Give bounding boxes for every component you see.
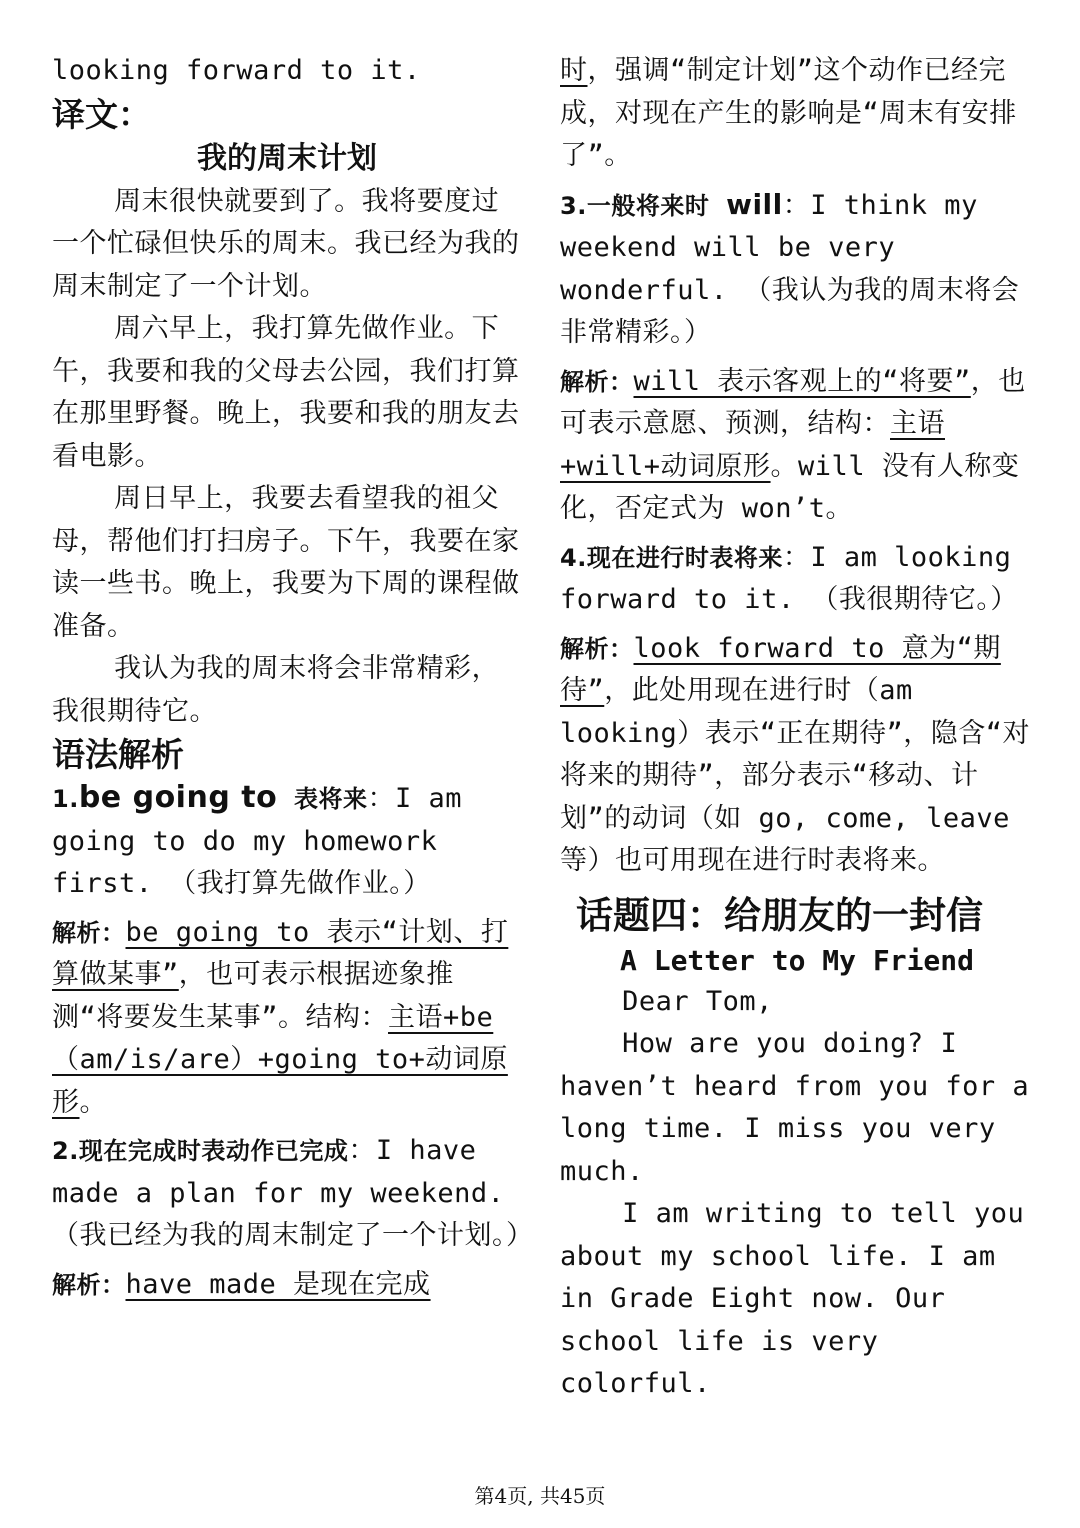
- analysis-underlined: look forward to 意为“期待”: [560, 632, 1001, 706]
- analysis-text-end: 。: [79, 1086, 107, 1118]
- essay-title: 我的周末计划: [197, 140, 377, 176]
- item-example: I am going to do my homework first. （我打算先做作业。）: [52, 783, 462, 899]
- left-column: [52, 50, 534, 1306]
- item-label: 2.现在完成时表动作已完成: [52, 1137, 349, 1165]
- grammar-analysis-2-continued: [560, 50, 1040, 178]
- analysis-underlined: will 表示客观上的“将要”: [633, 365, 971, 397]
- analysis-structure: 主语+be（am/is/are）+going to+动词原形: [52, 1001, 508, 1118]
- analysis-label: 解析：: [52, 1270, 126, 1299]
- item-label: 3.一般将来时: [560, 191, 710, 220]
- item-colon: ：: [367, 783, 395, 814]
- item-colon: ：: [782, 541, 811, 573]
- grammar-analysis-1: [52, 912, 522, 1125]
- item-example: I have made a plan for my weekend. （我已经为我的周末制定了一个计划。）: [52, 1135, 534, 1251]
- grammar-item-1: [52, 777, 522, 906]
- analysis-label: 解析：: [52, 918, 126, 947]
- essay-paragraph-4: 我认为我的周末将会非常精彩，我很期待它。: [52, 653, 500, 727]
- item-colon: ：: [782, 189, 811, 221]
- letter-paragraph-2: I am writing to tell you about my school life. I am in Grade Eight now. Our school life is very colorful.: [560, 1198, 1025, 1399]
- grammar-analysis-3: [560, 361, 1040, 531]
- analysis-structure: 主语+will+动词原形: [560, 408, 945, 482]
- analysis-text: ，也可表示根据迹象推测“将要发生某事”。结构：: [52, 959, 454, 1033]
- continued-line: looking forward to it.: [52, 55, 421, 86]
- letter-paragraph-1: How are you doing? I haven’t heard from you for a long time. I miss you very much.: [560, 1028, 1030, 1187]
- grammar-heading: 语法解析: [52, 735, 184, 774]
- letter-title: A Letter to My Friend: [620, 943, 975, 977]
- grammar-item-3: [560, 184, 1040, 355]
- analysis-text: ，强调“制定计划”这个动作已经完成，对现在产生的影响是“周末有安排了”。: [560, 55, 1017, 171]
- item-example: I am looking forward to it. （我很期待它。）: [560, 541, 1018, 615]
- grammar-item-2: [52, 1130, 534, 1258]
- item-example: I think my weekend will be very wonderful. （我认为我的周末将会非常精彩。）: [560, 189, 1020, 348]
- item-number: 1.: [52, 785, 79, 813]
- item-term: be going to: [78, 780, 278, 815]
- analysis-underlined: 时: [560, 55, 588, 86]
- translation-heading: 译文：: [52, 94, 151, 134]
- essay-paragraph-1: 周末很快就要到了。我将要度过一个忙碌但快乐的周末。我已经为我的周末制定了一个计划。: [52, 185, 520, 302]
- item-label: 4.现在进行时表将来: [560, 543, 783, 572]
- page-number: 第4页, 共45页: [474, 1484, 606, 1508]
- essay-paragraph-3: 周日早上，我要去看望我的祖父母，帮他们打扫房子。下午，我要在家读一些书。晚上，我要为下周的课程做准备。: [52, 483, 520, 642]
- analysis-underlined: be going to 表示“计划、打算做某事”: [52, 916, 509, 990]
- topic-title: 话题四：给朋友的一封信: [576, 892, 983, 937]
- letter-greeting: Dear Tom,: [622, 985, 773, 1017]
- analysis-underlined: have made 是现在完成: [125, 1268, 431, 1300]
- analysis-label: 解析：: [560, 634, 634, 663]
- grammar-item-4: [560, 537, 1040, 622]
- analysis-text: ，也可表示意愿、预测，结构：: [560, 365, 1026, 439]
- analysis-text: ，此处用现在进行时（am looking）表示“正在期待”，隐含“对将来的期待”，部分表示“移动、计划”的动词（如 go, come, leave 等）也可用现在进行时表将来。: [560, 675, 1031, 876]
- grammar-analysis-2: [52, 1264, 522, 1307]
- analysis-label: 解析：: [560, 367, 634, 396]
- essay-paragraph-2: 周六早上，我打算先做作业。下午，我要和我的父母去公园，我们打算在那里野餐。晚上，我要和我的朋友去看电影。: [52, 313, 520, 472]
- grammar-analysis-4: [560, 628, 1040, 883]
- item-label: 表将来: [293, 785, 368, 813]
- item-term: will: [726, 187, 783, 221]
- item-colon: ：: [348, 1135, 376, 1166]
- analysis-text-end: 。will 没有人称变化，否定式为 won’t。: [560, 450, 1020, 524]
- right-column: [560, 50, 1040, 1406]
